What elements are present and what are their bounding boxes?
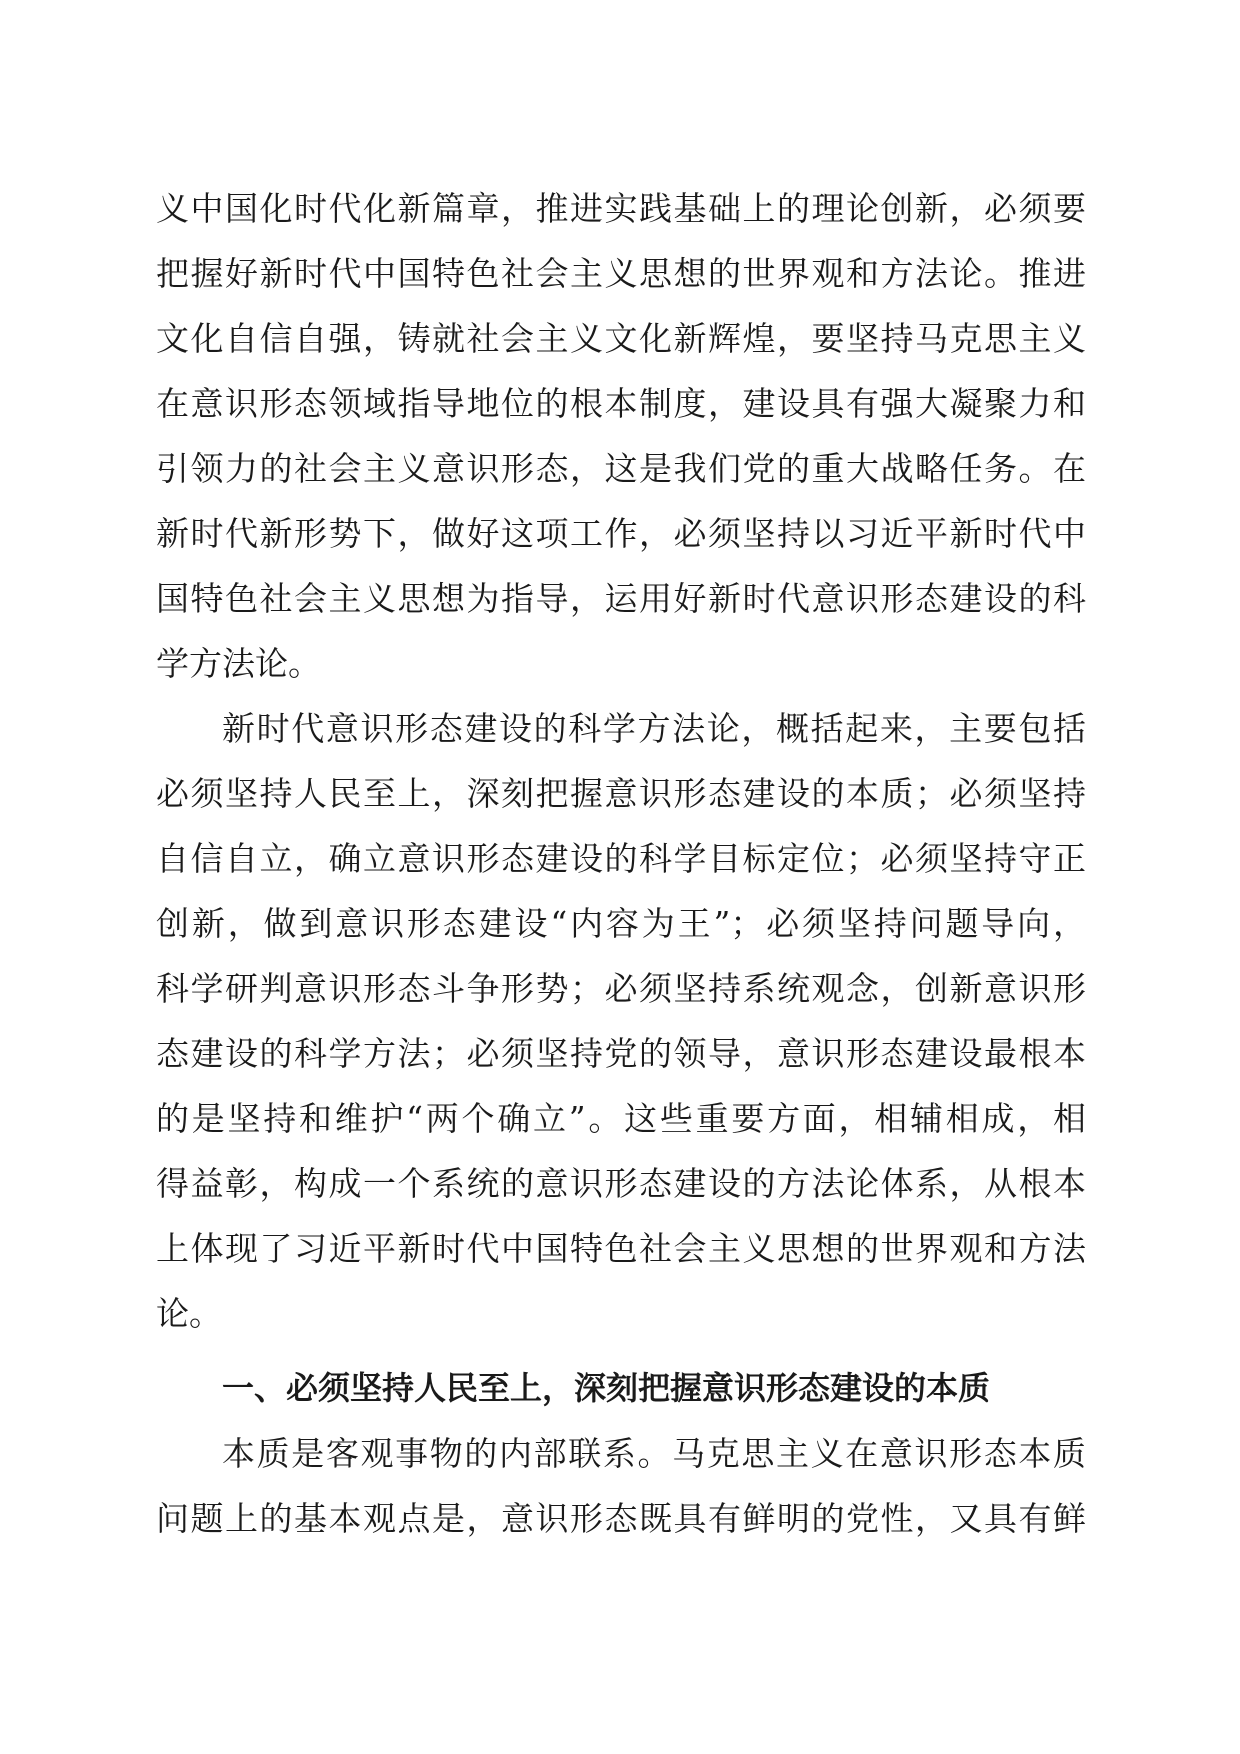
text-line: 论。	[156, 1294, 222, 1333]
text-line: 本质是客观事物的内部联系。马克思主义在意识形态本质	[222, 1434, 1086, 1473]
text-line: 新时代意识形态建设的科学方法论，概括起来，主要包括	[222, 709, 1086, 748]
text-line: 上体现了习近平新时代中国特色社会主义思想的世界观和方法	[156, 1229, 1086, 1268]
text-line: 创新，做到意识形态建设“内容为王”；必须坚持问题导向，	[156, 904, 1086, 943]
text-line: 问题上的基本观点是，意识形态既具有鲜明的党性，又具有鲜	[156, 1499, 1086, 1538]
text-line: 必须坚持人民至上，深刻把握意识形态建设的本质；必须坚持	[156, 774, 1086, 813]
text-line: 学方法论。	[156, 644, 321, 683]
text-line: 得益彰，构成一个系统的意识形态建设的方法论体系，从根本	[156, 1164, 1086, 1203]
text-line: 科学研判意识形态斗争形势；必须坚持系统观念，创新意识形	[156, 969, 1086, 1008]
text-line: 把握好新时代中国特色社会主义思想的世界观和方法论。推进	[156, 254, 1086, 293]
text-line: 自信自立，确立意识形态建设的科学目标定位；必须坚持守正	[156, 839, 1086, 878]
text-line: 的是坚持和维护“两个确立”。这些重要方面，相辅相成，相	[156, 1099, 1086, 1138]
text-line: 态建设的科学方法；必须坚持党的领导，意识形态建设最根本	[156, 1034, 1086, 1073]
paragraph-methodology-summary	[156, 696, 1086, 1346]
text-line: 在意识形态领域指导地位的根本制度，建设具有强大凝聚力和	[156, 384, 1086, 423]
paragraph-essence	[156, 1421, 1086, 1551]
text-line: 文化自信自强，铸就社会主义文化新辉煌，要坚持马克思主义	[156, 319, 1086, 358]
text-line: 国特色社会主义思想为指导，运用好新时代意识形态建设的科	[156, 579, 1086, 618]
paragraph-continuation	[156, 176, 1086, 696]
text-line: 义中国化时代化新篇章，推进实践基础上的理论创新，必须要	[156, 189, 1086, 228]
section-heading: 一、必须坚持人民至上，深刻把握意识形态建设的本质	[222, 1369, 991, 1407]
text-line: 新时代新形势下，做好这项工作，必须坚持以习近平新时代中	[156, 514, 1086, 553]
text-line: 引领力的社会主义意识形态，这是我们党的重大战略任务。在	[156, 449, 1086, 488]
